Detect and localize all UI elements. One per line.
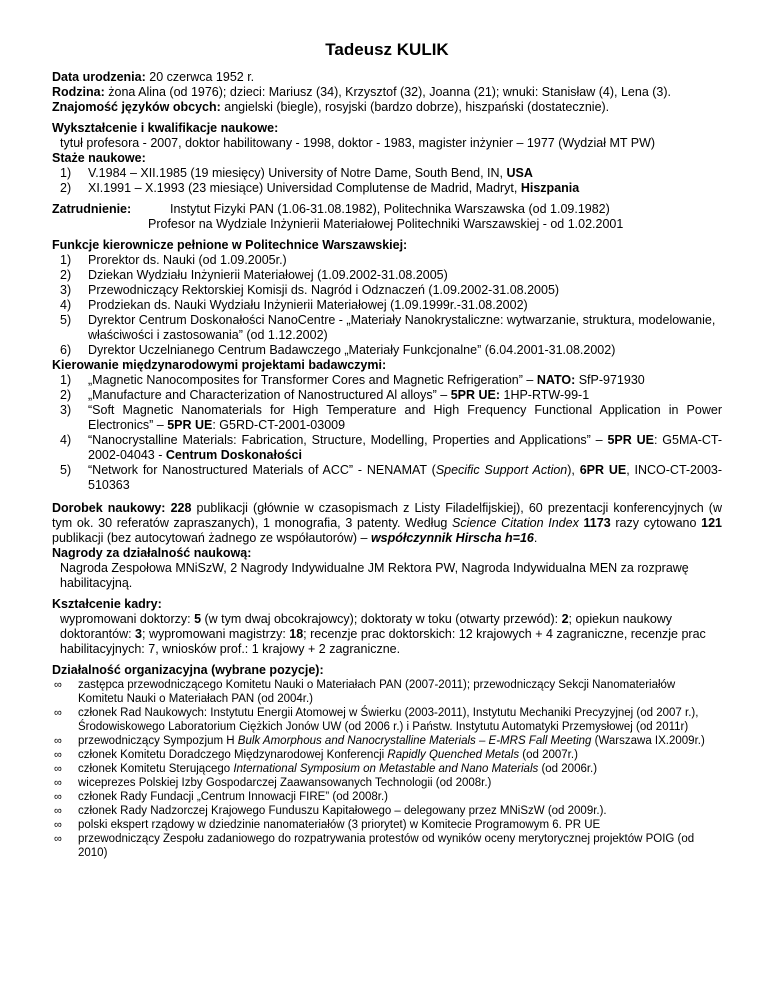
org-item: [52, 748, 722, 762]
item-text: [88, 463, 722, 493]
item-text: członek Rady Nadzorczej Krajowego Funduszu Kapitałowego – delegowany przez MNiSzW (od 2009r.).: [78, 805, 607, 817]
output-label: Dorobek naukowy:: [52, 501, 166, 515]
training-value: 18: [289, 627, 304, 641]
org-item: [52, 832, 722, 860]
family-value: żona Alina (od 1976); dzieci: Mariusz (34), Krzysztof (32), Joanna (21); wnuki: Stanisław (4), Lena (3).: [104, 85, 672, 99]
training-part: wypromowani doktorzy:: [60, 612, 195, 626]
item-text: Dyrektor Centrum Doskonałości NanoCentre - „Materiały Nanokrystaliczne: wytwarzanie, struktura, modelowanie, właściwości i zastosowania” (od 1.12.2002): [88, 313, 716, 342]
internship-text: XI.1991 – X.1993 (23 miesiące) Universidad Complutense de Madrid, Madryt,: [88, 181, 521, 195]
output-hirsch: współczynnik Hirscha h=16: [370, 531, 534, 545]
org-item: [52, 818, 722, 832]
education-heading-text: Wykształcenie i kwalifikacje naukowe:: [52, 121, 279, 135]
item-number: 4): [60, 298, 72, 312]
item-text: [88, 433, 722, 463]
organization-heading-text: Działalność organizacyjna (wybrane pozycje):: [52, 663, 324, 677]
org-text: (Warszawa IX.2009r.): [591, 735, 705, 747]
infinity-bullet-icon: ∞: [54, 707, 62, 719]
function-item: [52, 313, 722, 343]
training-value: 3: [135, 627, 142, 641]
org-item: [52, 734, 722, 748]
item-number: 2): [60, 388, 72, 402]
item-text: polski ekspert rządowy w dziedzinie nanomateriałów (3 priorytet) w Komitecie Programowym 6. PR UE: [78, 819, 601, 831]
item-text: [78, 748, 722, 762]
org-item: [52, 706, 722, 734]
project-code: 1HP-RTW-99-1: [500, 388, 590, 402]
item-text: wiceprezes Polskiej Izby Gospodarczej Zaawansowanych Technologii (od 2008r.): [78, 777, 492, 789]
item-text: [88, 373, 722, 388]
item-text: Przewodniczący Rektorskiej Komisji ds. Nagród i Odznaczeń (1.09.2002-31.08.2005): [88, 283, 560, 297]
projects-heading-text: Kierowanie międzynarodowymi projektami badawczymi:: [52, 358, 387, 372]
project-excellence: Centrum Doskonałości: [165, 448, 302, 462]
project-title: „Manufacture and Characterization of Nanostructured Al alloys” –: [88, 388, 451, 402]
org-italic: International Symposium on Metastable and Nano Materials: [233, 763, 539, 775]
project-title: „Magnetic Nanocomposites for Transformer Cores and Magnetic Refrigeration” –: [88, 373, 537, 387]
training-heading-text: Kształcenie kadry:: [52, 597, 162, 611]
internship-item: [52, 166, 722, 181]
family-line: [52, 85, 722, 100]
training-value: 5: [194, 612, 202, 626]
output-end: .: [533, 531, 538, 545]
infinity-bullet-icon: ∞: [54, 833, 62, 845]
internship-text: V.1984 – XII.1985 (19 miesięcy) University of Notre Dame, South Bend, IN,: [88, 166, 507, 180]
org-italic: Bulk Amorphous and Nanocrystalline Materials – E-MRS Fall Meeting: [237, 735, 592, 747]
item-number: 2): [60, 268, 72, 282]
employment-line-1: Instytut Fizyki PAN (1.06-31.08.1982), Politechnika Warszawska (od 1.09.1982): [170, 202, 610, 216]
project-item: [52, 433, 722, 463]
page-title: Tadeusz KULIK: [325, 40, 449, 59]
item-text: zastępca przewodniczącego Komitetu Nauki o Materiałach PAN (2007-2011); przewodniczący Sekcji Nanomateriałów Komitetu Nauki o Materiałach PAN (od 2004r.): [78, 679, 676, 705]
item-text: [88, 166, 722, 181]
item-text: Dziekan Wydziału Inżynierii Materiałowej (1.09.2002-31.08.2005): [88, 268, 448, 282]
project-program: 5PR UE: [167, 418, 213, 432]
awards-heading: [52, 546, 722, 561]
item-number: 1): [60, 166, 72, 180]
output-citations: 1173: [583, 516, 611, 530]
org-text: (od 2007r.): [519, 749, 578, 761]
employment-text: [148, 202, 722, 232]
project-action: Specific Support Action: [435, 463, 568, 477]
employment-line-2: Profesor na Wydziale Inżynierii Materiałowej Politechniki Warszawskiej - od 1.02.2001: [148, 217, 624, 231]
item-number: 3): [60, 403, 72, 417]
functions-heading: [52, 238, 722, 253]
internship-item: [52, 181, 722, 196]
project-item: [52, 373, 722, 388]
project-title: “Nanocrystalline Materials: Fabrication, Structure, Modelling, Properties and Applications” –: [88, 433, 608, 447]
infinity-bullet-icon: ∞: [54, 791, 62, 803]
infinity-bullet-icon: ∞: [54, 735, 62, 747]
project-program: 5PR UE: [607, 433, 654, 447]
project-program: 6PR UE: [579, 463, 627, 477]
item-number: 5): [60, 313, 72, 327]
output-sci: Science Citation Index: [452, 516, 579, 530]
training-part: ; opiekun naukowy doktorantów:: [60, 612, 673, 641]
infinity-bullet-icon: ∞: [54, 777, 62, 789]
employment-label: Zatrudnienie:: [52, 202, 132, 216]
function-item: [52, 298, 722, 313]
project-item: [52, 388, 722, 403]
education-heading: [52, 121, 722, 136]
infinity-bullet-icon: ∞: [54, 679, 62, 691]
languages-label: Znajomość języków obcych:: [52, 100, 221, 114]
birth-line: [52, 70, 722, 85]
org-italic: Rapidly Quenched Metals: [387, 749, 520, 761]
internship-country: Hiszpania: [520, 181, 580, 195]
project-program: NATO:: [536, 373, 576, 387]
training-part: (w tym dwaj obcokrajowcy); doktoraty w toku (otwarty przewód):: [201, 612, 562, 626]
org-item: [52, 678, 722, 706]
infinity-bullet-icon: ∞: [54, 819, 62, 831]
training-part: ; wypromowani magistrzy:: [142, 627, 290, 641]
output-text: publikacji (bez autocytowań żadnego ze współautorów) –: [52, 531, 371, 545]
employment-block: [52, 202, 722, 232]
item-text: Prorektor ds. Nauki (od 1.09.2005r.): [88, 253, 287, 267]
item-text: członek Rad Naukowych: Instytutu Energii Atomowej w Świerku (2003-2011), Instytutu Mechaniki Precyzyjnej (od 2007 r.), Środowiskowego Laboratorium Ciężkich Jonów UW (od 2006 r.) i Państw. Instytutu Automatyki Przemysłowej (od 2011r): [78, 707, 699, 733]
output-count: 228: [170, 501, 192, 515]
item-text: Dyrektor Uczelnianego Centrum Badawczego „Materiały Funkcjonalne” (6.04.2001-31.08.2002): [88, 343, 616, 357]
internships-heading: [52, 151, 722, 166]
project-item: [52, 463, 722, 493]
birth-label: Data urodzenia:: [52, 70, 146, 84]
project-item: [52, 403, 722, 433]
item-number: 3): [60, 283, 72, 297]
item-text: przewodniczący Zespołu zadaniowego do rozpatrywania protestów od wyników oceny merytorycznej projektów POIG (od 2010): [78, 833, 695, 859]
item-number: 1): [60, 373, 72, 387]
infinity-bullet-icon: ∞: [54, 763, 62, 775]
infinity-bullet-icon: ∞: [54, 805, 62, 817]
project-code: : G5RD-CT-2001-03009: [212, 418, 346, 432]
item-number: 1): [60, 253, 72, 267]
languages-line: [52, 100, 722, 115]
item-text: Prodziekan ds. Nauki Wydziału Inżynierii Materiałowej (1.09.1999r.-31.08.2002): [88, 298, 528, 312]
languages-value: angielski (biegle), rosyjski (bardzo dobrze), hiszpański (dostatecznie).: [220, 100, 610, 114]
output-paragraph: [52, 501, 722, 546]
item-number: 6): [60, 343, 72, 357]
project-title: “Soft Magnetic Nanomaterials for High Temperature and High Frequency Functional Application in Power Electronics” –: [88, 403, 722, 432]
output-text: razy cytowano: [610, 516, 702, 530]
function-item: [52, 283, 722, 298]
family-label: Rodzina:: [52, 85, 105, 99]
training-heading: [52, 597, 722, 612]
org-item: [52, 790, 722, 804]
projects-heading: [52, 358, 722, 373]
training-part: ; recenzje prac doktorskich: 12 krajowych + 4 zagraniczne, recenzje prac habilitacyjnych: 7, wniosków prof.: 1 krajowy + 2 zagraniczne.: [60, 627, 706, 656]
awards-heading-text: Nagrody za działalność naukową:: [52, 546, 252, 560]
org-text: (od 2006r.): [538, 763, 598, 775]
function-item: [52, 253, 722, 268]
education-text: tytuł profesora - 2007, doktor habilitowany - 1998, doktor - 1983, magister inżynier – 1977 (Wydział MT PW): [60, 136, 656, 150]
org-item: [52, 776, 722, 790]
awards-text: Nagroda Zespołowa MNiSzW, 2 Nagrody Indywidualne JM Rektora PW, Nagroda Indywidualna MEN za rozprawę habilitacyjną.: [60, 561, 689, 590]
output-pubs: 121: [701, 516, 722, 530]
org-item: [52, 762, 722, 776]
item-text: członek Rady Fundacji „Centrum Innowacji FIRE” (od 2008r.): [78, 791, 388, 803]
item-number: 2): [60, 181, 72, 195]
project-sep: ),: [567, 463, 580, 477]
organization-heading: [52, 663, 722, 678]
output-text: publikacji (głównie w czasopismach z Listy Filadelfijskiej), 60 prezentacji konferencyjnych (w tym ok. 30 referatów zapraszanych), 1 monografia, 3 patenty. Według: [52, 501, 722, 530]
function-item: [52, 268, 722, 283]
org-text: członek Komitetu Doradczego Międzynarodowej Konferencji: [78, 749, 388, 761]
item-text: [88, 403, 722, 433]
item-number: 5): [60, 463, 72, 477]
item-text: [78, 762, 722, 776]
item-text: [88, 181, 722, 196]
org-text: członek Komitetu Sterującego: [78, 763, 234, 775]
item-text: [78, 734, 722, 748]
internships-heading-text: Staże naukowe:: [52, 151, 146, 165]
infinity-bullet-icon: ∞: [54, 749, 62, 761]
project-code: : G5MA-CT-2002-04043 -: [88, 433, 723, 462]
internship-country: USA: [506, 166, 533, 180]
cv-page: [52, 40, 722, 860]
org-text: przewodniczący Sympozjum H: [78, 735, 238, 747]
item-number: 4): [60, 433, 72, 447]
org-item: [52, 804, 722, 818]
function-item: [52, 343, 722, 358]
training-value: 2: [561, 612, 569, 626]
project-program: 5PR UE:: [450, 388, 501, 402]
project-code: SfP-971930: [575, 373, 645, 387]
project-code: , INCO-CT-2003-510363: [88, 463, 723, 492]
training-text: [52, 612, 722, 657]
item-text: [88, 388, 722, 403]
functions-heading-text: Funkcje kierownicze pełnione w Politechnice Warszawskiej:: [52, 238, 408, 252]
project-title: “Network for Nanostructured Materials of ACC” - NENAMAT (: [88, 463, 436, 477]
birth-value: 20 czerwca 1952 r.: [145, 70, 255, 84]
